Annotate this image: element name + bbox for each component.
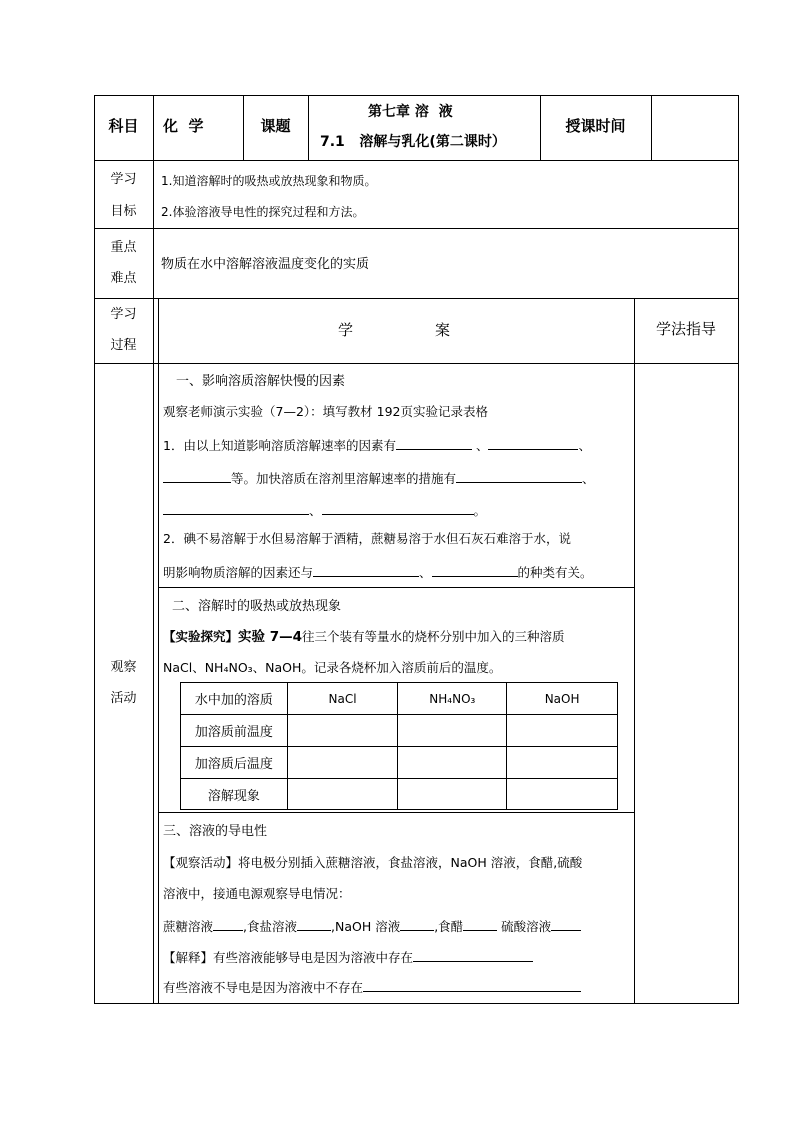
table-row bbox=[181, 779, 618, 810]
blank[interactable] bbox=[456, 469, 582, 483]
blank[interactable] bbox=[163, 469, 231, 483]
table-cell[interactable] bbox=[398, 747, 507, 779]
blank[interactable] bbox=[322, 501, 474, 515]
table-header: NaCl bbox=[287, 683, 398, 715]
table-cell[interactable] bbox=[507, 779, 618, 810]
table-cell[interactable] bbox=[398, 715, 507, 747]
table-cell[interactable] bbox=[507, 747, 618, 779]
section3-observe-line2: 溶液中，接通电源观察导电情况： bbox=[163, 886, 351, 901]
method-guide-header: 学法指导 bbox=[655, 320, 716, 338]
subject-value: 化 学 bbox=[163, 117, 204, 135]
row-label: 溶解现象 bbox=[181, 779, 288, 810]
blank[interactable] bbox=[297, 917, 331, 931]
section1-q1-line1: 1．由以上知道影响溶质溶解速率的因素有 、 、 bbox=[163, 438, 591, 453]
section1-q1-line2: 等。加快溶质在溶剂里溶解速率的措施有 、 bbox=[163, 469, 595, 487]
plan-col-b: 案 bbox=[435, 321, 451, 339]
chapter-title: 第七章 溶 液 bbox=[368, 104, 453, 120]
subject-label: 科目 bbox=[108, 117, 139, 135]
plan-col-a: 学 bbox=[338, 321, 354, 339]
section3-explain-2: 有些溶液不导电是因为溶液中不存在 bbox=[163, 978, 581, 996]
blank[interactable] bbox=[313, 563, 419, 577]
blank[interactable] bbox=[396, 436, 472, 450]
blank[interactable] bbox=[551, 917, 581, 931]
blank[interactable] bbox=[400, 917, 434, 931]
section3-results: 蔗糖溶液 ,食盐溶液 ,NaOH 溶液 ,食醋 硫酸溶液 bbox=[163, 917, 581, 935]
goals-label-1: 学习 bbox=[110, 172, 137, 187]
section3-observe-line1: 【观察活动】将电极分别插入蔗糖溶液，食盐溶液，NaOH 溶液，食醋,硫酸 bbox=[163, 855, 583, 870]
table-header: NaOH bbox=[507, 683, 618, 715]
section1-q2-line2: 明影响物质溶解的因素还与 、 的种类有关。 bbox=[163, 565, 593, 580]
blank[interactable] bbox=[213, 917, 243, 931]
row-label: 加溶质前温度 bbox=[181, 715, 288, 747]
goal-item-1: 1.知道溶解时的吸热或放热现象和物质。 bbox=[161, 174, 377, 188]
goal-item-2: 2.体验溶液导电性的探究过程和方法。 bbox=[161, 205, 365, 219]
table-row bbox=[181, 747, 618, 779]
time-label: 授课时间 bbox=[565, 117, 626, 135]
section2-title: 二、溶解时的吸热或放热现象 bbox=[172, 599, 342, 614]
section2-lead: 【实验探究】实验 7—4往三个装有等量水的烧杯分别中加入的三种溶质 bbox=[163, 629, 565, 645]
table-cell[interactable] bbox=[287, 747, 398, 779]
process-label-1: 学习 bbox=[110, 307, 137, 322]
key-text: 物质在水中溶解溶液温度变化的实质 bbox=[161, 257, 370, 272]
table-cell[interactable] bbox=[398, 779, 507, 810]
section1-q2-line1: 2．碘不易溶解于水但易溶解于酒精，蔗糖易溶于水但石灰石难溶于水，说 bbox=[163, 531, 571, 546]
goals-label-2: 目标 bbox=[110, 204, 137, 219]
table-cell[interactable] bbox=[287, 779, 398, 810]
table-header: NH₄NO₃ bbox=[398, 683, 507, 715]
section3-explain-1: 【解释】有些溶液能够导电是因为溶液中存在 bbox=[163, 948, 533, 966]
process-label-2: 过程 bbox=[110, 338, 137, 353]
activity-label-2: 活动 bbox=[110, 691, 137, 706]
blank[interactable] bbox=[363, 978, 581, 992]
row-label: 加溶质后温度 bbox=[181, 747, 288, 779]
key-label-2: 难点 bbox=[110, 271, 137, 286]
section1-q1-line3: 、 。 bbox=[163, 501, 486, 519]
blank[interactable] bbox=[463, 917, 497, 931]
experiment-table bbox=[180, 682, 618, 810]
table-cell[interactable] bbox=[507, 715, 618, 747]
blank[interactable] bbox=[163, 501, 309, 515]
blank[interactable] bbox=[488, 436, 578, 450]
table-header: 水中加的溶质 bbox=[181, 683, 288, 715]
blank[interactable] bbox=[432, 563, 518, 577]
blank[interactable] bbox=[413, 948, 533, 962]
table-row bbox=[181, 715, 618, 747]
section2-line2: NaCl、NH₄NO₃、NaOH。记录各烧杯加入溶质前后的温度。 bbox=[163, 660, 502, 675]
activity-label-1: 观察 bbox=[110, 660, 137, 675]
section1-intro: 观察老师演示实验（7—2）：填写教材 192页实验记录表格 bbox=[163, 404, 488, 419]
section3-title: 三、溶液的导电性 bbox=[163, 824, 268, 839]
section1-title: 一、影响溶质溶解快慢的因素 bbox=[176, 374, 346, 389]
key-label-1: 重点 bbox=[110, 240, 137, 255]
table-cell[interactable] bbox=[287, 715, 398, 747]
topic-label: 课题 bbox=[260, 117, 291, 135]
section-title: 7.1 溶解与乳化(第二课时） bbox=[320, 134, 506, 150]
